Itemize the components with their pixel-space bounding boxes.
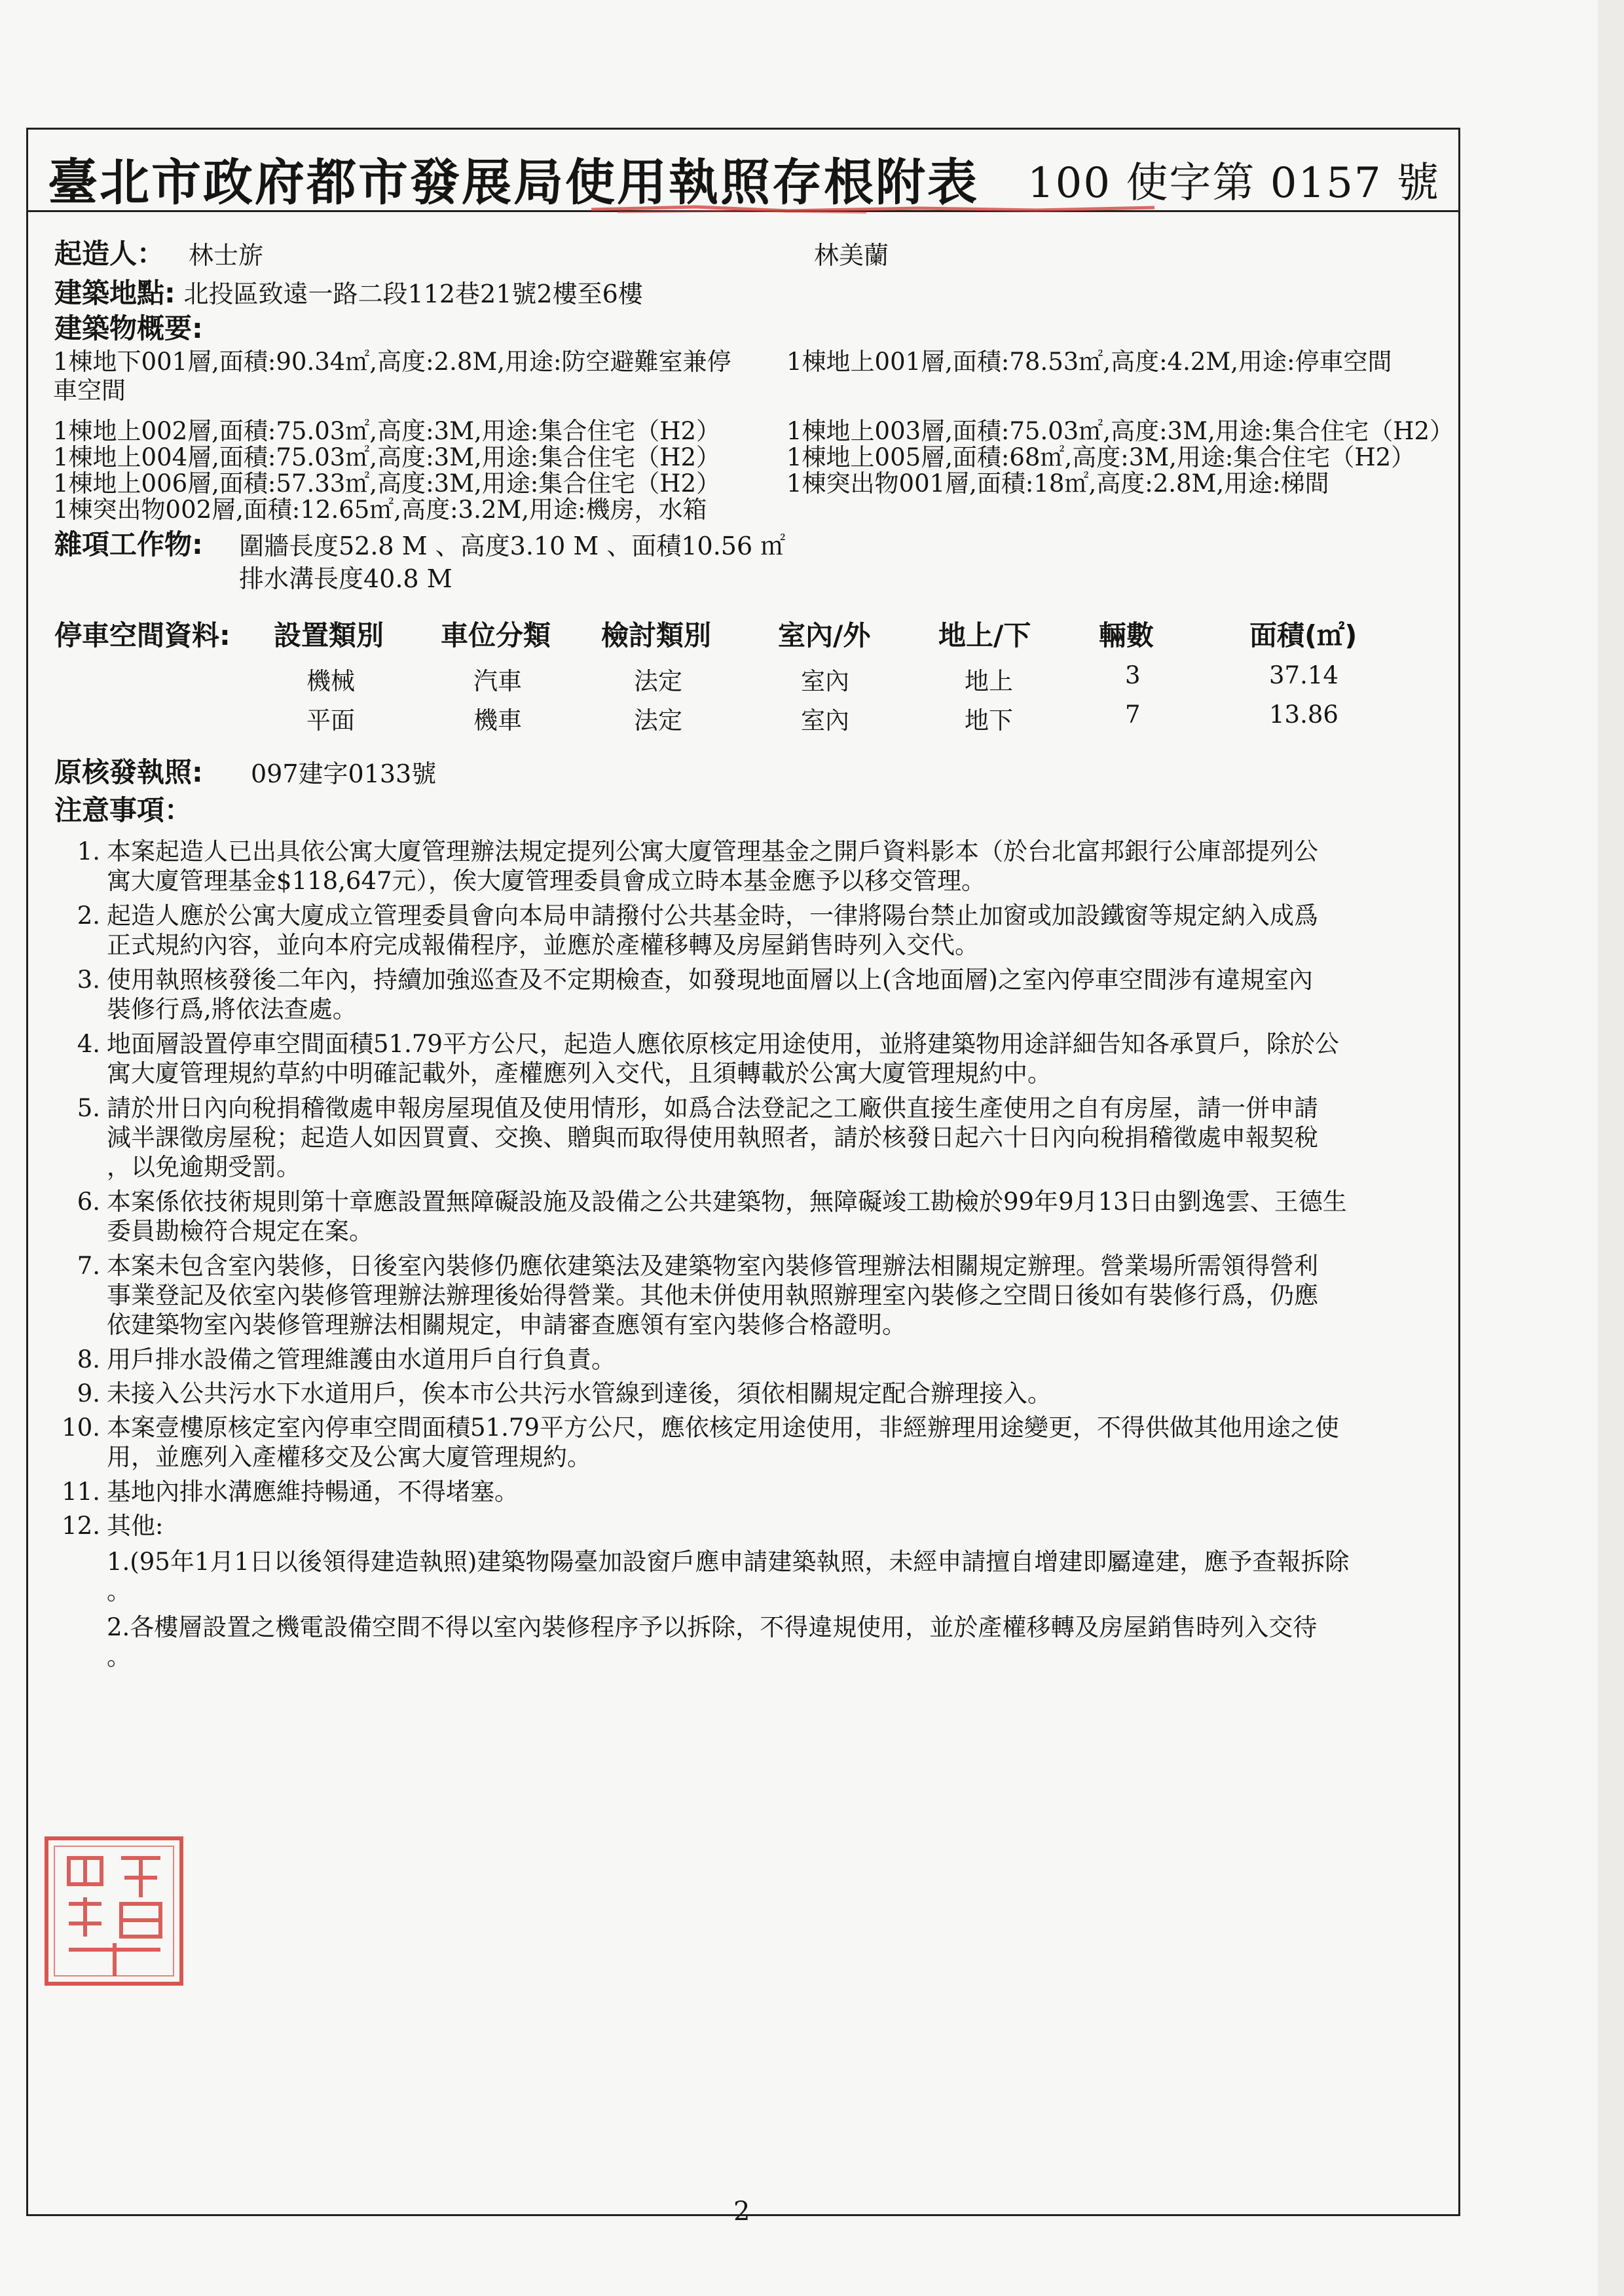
note-line: 基地內排水溝應維持暢通，不得堵塞。 xyxy=(107,1478,519,1506)
applicant-name-2: 林美蘭 xyxy=(814,241,889,270)
red-underline-mark xyxy=(578,203,1168,216)
note-line: 裝修行爲,將依法查處。 xyxy=(107,995,357,1023)
note-line: 事業登記及依室內裝修管理辦法辦理後始得營業。其他未併使用執照辦理室內裝修之空間日後如有裝修行爲，仍應 xyxy=(107,1281,1318,1309)
document-frame xyxy=(26,128,1460,2216)
page-edge xyxy=(1598,0,1624,2296)
note-number: 10. xyxy=(62,1413,100,1442)
parking-cell: 平面 xyxy=(306,706,355,735)
note-line: 依建築物室內裝修管理辦法相關規定，申請審查應領有室內裝修合格證明。 xyxy=(107,1311,906,1339)
note-line: 起造人應於公寓大廈成立管理委員會向本局申請撥付公共基金時，一律將陽台禁止加窗或加設鐵窗等規定納入成爲 xyxy=(107,902,1318,930)
note-sub-item xyxy=(107,1547,1449,1606)
note-line: 本案係依技術規則第十章應設置無障礙設施及設備之公共建築物，無障礙竣工勘檢於99年9月13日由劉逸雲、王德生 xyxy=(107,1188,1347,1216)
notes-label-row xyxy=(54,796,192,826)
building-label: 建築物概要: xyxy=(54,312,203,344)
misc-line-2: 排水溝長度40.8 M xyxy=(239,564,452,593)
parking-cell: 機械 xyxy=(306,667,355,695)
note-line: 2.各樓層設置之機電設備空間不得以室內裝修程序予以拆除，不得違規使用，並於產權移轉及房屋銷售時列入交待 xyxy=(107,1613,1318,1641)
parking-cell: 7 xyxy=(1125,701,1141,729)
building-left-line: 車空間 xyxy=(53,376,126,405)
parking-cell: 37.14 xyxy=(1269,661,1338,689)
building-right-line: 1棟地上001層,面積:78.53㎡,高度:4.2M,用途:停車空間 xyxy=(786,348,1392,376)
parking-header: 檢討類別 xyxy=(601,619,712,651)
parking-cell: 機車 xyxy=(473,706,522,735)
note-number: 11. xyxy=(62,1478,100,1506)
note-line: 地面層設置停車空間面積51.79平方公尺，起造人應依原核定用途使用，並將建築物用途詳細告知各承買戶，除於公 xyxy=(107,1030,1339,1058)
parking-cell: 室內 xyxy=(801,706,849,735)
note-number: 4. xyxy=(77,1030,100,1058)
misc-label: 雜項工作物: xyxy=(54,528,203,560)
note-line: 。 xyxy=(107,1577,131,1605)
parking-cell: 室內 xyxy=(801,667,849,695)
building-left-line: 1棟地上006層,面積:57.33㎡,高度:3M,用途:集合住宅（H2） xyxy=(53,469,720,498)
note-line: 1.(95年1月1日以後領得建造執照)建築物陽臺加設窗戶應申請建築執照，未經申請擅自增建即屬違建，應予查報拆除 xyxy=(107,1548,1350,1576)
parking-cell: 法定 xyxy=(634,706,682,735)
note-number: 5. xyxy=(77,1094,100,1122)
note-line: 請於卅日內向稅捐稽徵處申報房屋現值及使用情形，如爲合法登記之工廠供直接生產使用之自有房屋，請一併申請 xyxy=(107,1094,1318,1122)
site-label: 建築地點: xyxy=(54,277,175,309)
applicant-name-1: 林士旂 xyxy=(189,241,264,270)
note-line: 未接入公共污水下水道用戶，俟本市公共污水管線到達後，須依相關規定配合辦理接入。 xyxy=(107,1379,1052,1408)
building-label-row xyxy=(54,314,203,344)
page-number: 2 xyxy=(733,2196,750,2227)
note-number: 2. xyxy=(77,902,100,930)
original-permit-value: 097建字0133號 xyxy=(251,759,437,788)
parking-cell: 汽車 xyxy=(473,667,522,695)
note-number: 12. xyxy=(62,1512,100,1540)
building-left-line: 1棟地下001層,面積:90.34㎡,高度:2.8M,用途:防空避難室兼停 xyxy=(53,348,731,376)
parking-header: 面積(㎡) xyxy=(1249,619,1357,651)
note-line: 本案未包含室內裝修，日後室內裝修仍應依建築法及建築物室內裝修管理辦法相關規定辦理。營業場所需領得營利 xyxy=(107,1252,1318,1280)
note-line: 寓大廈管理基金$118,647元），俟大廈管理委員會成立時本基金應予以移交管理。 xyxy=(107,867,986,895)
site-address: 北投區致遠一路二段112巷21號2樓至6樓 xyxy=(183,280,643,308)
parking-header: 設置類別 xyxy=(274,619,384,651)
note-line: 其他: xyxy=(107,1512,164,1540)
parking-header: 地上/下 xyxy=(938,619,1031,651)
note-line: 。 xyxy=(107,1643,131,1671)
parking-cell: 地下 xyxy=(965,706,1013,735)
note-line: 減半課徵房屋稅；起造人如因買賣、交換、贈與而取得使用執照者，請於核發日起六十日內向稅捐稽徵處申報契稅 xyxy=(107,1123,1318,1152)
parking-cell: 地上 xyxy=(965,667,1013,695)
original-permit-label: 原核發執照: xyxy=(54,756,203,788)
note-number: 7. xyxy=(77,1252,100,1280)
building-right-line: 1棟地上005層,面積:68㎡,高度:3M,用途:集合住宅（H2） xyxy=(786,443,1416,471)
note-line: 正式規約內容，並向本府完成報備程序，並應於產權移轉及房屋銷售時列入交代。 xyxy=(107,931,979,959)
parking-header: 輛數 xyxy=(1099,619,1154,651)
misc-line-1: 圍牆長度52.8 M 、高度3.10 M 、面積10.56 ㎡ xyxy=(239,532,786,560)
note-sub-item xyxy=(107,1613,1449,1671)
parking-cell: 法定 xyxy=(634,667,682,695)
note-line: 本案壹樓原核定室內停車空間面積51.79平方公尺，應依核定用途使用，非經辦理用途變更，不得供做其他用途之使 xyxy=(107,1413,1339,1442)
note-number: 3. xyxy=(77,966,100,994)
note-line: 用，並應列入產權移交及公寓大廈管理規約。 xyxy=(107,1443,591,1471)
applicant-row xyxy=(54,240,164,269)
parking-header: 室內/外 xyxy=(778,619,871,651)
building-left-line: 1棟地上002層,面積:75.03㎡,高度:3M,用途:集合住宅（H2） xyxy=(53,417,720,445)
building-left-line: 1棟地上004層,面積:75.03㎡,高度:3M,用途:集合住宅（H2） xyxy=(53,443,720,471)
misc-row xyxy=(54,530,203,560)
parking-header: 車位分類 xyxy=(441,619,551,651)
note-number: 8. xyxy=(77,1345,100,1374)
permit-number: 100 使字第 0157 號 xyxy=(1027,159,1440,208)
applicant-label: 起造人： xyxy=(54,238,165,270)
notes-label: 注意事項： xyxy=(54,794,193,826)
note-number: 6. xyxy=(77,1188,100,1216)
building-right-line: 1棟突出物001層,面積:18㎡,高度:2.8M,用途:梯間 xyxy=(786,469,1329,498)
note-line: 寓大廈管理規約草約中明確記載外，產權應列入交代，且須轉載於公寓大廈管理規約中。 xyxy=(107,1059,1052,1087)
note-line: 本案起造人已出具依公寓大廈管理辦法規定提列公寓大廈管理基金之開戶資料影本（於台北富邦銀行公庫部提列公 xyxy=(107,837,1318,866)
note-number: 1. xyxy=(77,837,100,866)
building-right-line: 1棟地上003層,面積:75.03㎡,高度:3M,用途:集合住宅（H2） xyxy=(786,417,1454,445)
original-permit-row xyxy=(54,758,203,788)
header xyxy=(28,130,1458,212)
note-line: 使用執照核發後二年內，持續加強巡查及不定期檢查，如發現地面層以上(含地面層)之室內停車空間涉有違規室內 xyxy=(107,966,1313,994)
official-seal-stamp xyxy=(43,1832,187,1989)
note-number: 9. xyxy=(77,1379,100,1408)
parking-cell: 13.86 xyxy=(1269,701,1338,729)
parking-cell: 3 xyxy=(1125,661,1141,689)
note-line: 委員勘檢符合規定在案。 xyxy=(107,1217,373,1245)
page-title: 臺北市政府都市發展局使用執照存根附表 xyxy=(48,153,979,211)
building-left-line: 1棟突出物002層,面積:12.65㎡,高度:3.2M,用途:機房，水箱 xyxy=(53,496,707,524)
note-line: ，以免逾期受罰。 xyxy=(107,1153,301,1181)
site-row xyxy=(54,279,643,308)
parking-label: 停車空間資料: xyxy=(54,619,231,651)
note-line: 用戶排水設備之管理維護由水道用戶自行負責。 xyxy=(107,1345,616,1374)
